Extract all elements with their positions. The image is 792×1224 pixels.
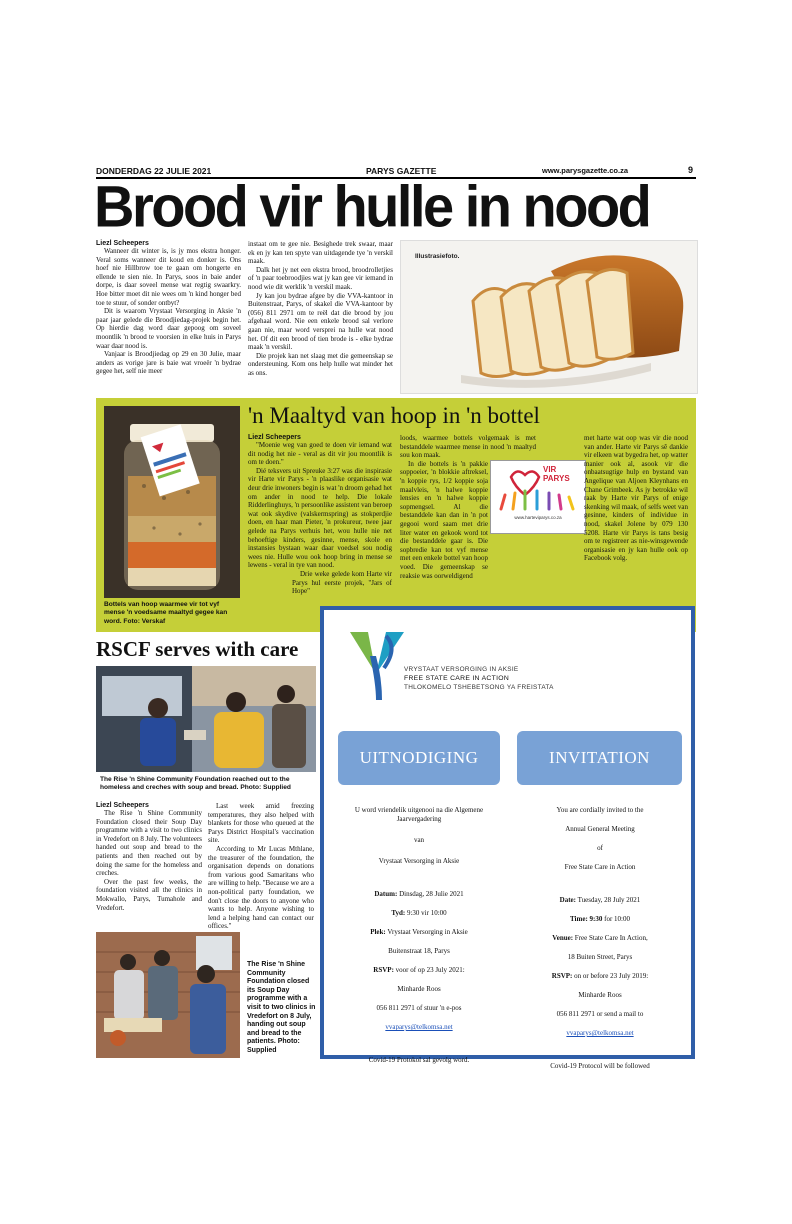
bottle-col-3 bbox=[540, 434, 688, 563]
jar-illustration bbox=[104, 406, 240, 598]
clinic-photo bbox=[96, 932, 240, 1058]
bread-photo bbox=[400, 240, 698, 394]
rscf-col-1 bbox=[96, 802, 202, 912]
lead-headline: Brood vir hulle in nood bbox=[94, 173, 650, 240]
rscf-col-1-text: The Rise 'n Shine Community Foundation closed their Soup Day programme with a visit to two clinics in Vredefort on 8 July. The volunteers handed out soup and bread to the patients and then reached out by doing the same for the homeless and creches. Over the past few weeks, the foundation visited all the clinics in Mokwallo, Parys, Tumahole and Vredefort. bbox=[96, 809, 202, 912]
bottle-col-1-text: "Moenie weg van goed te doen vir iemand wat dit nodig het nie - veral as dit vir jou moontlik is om te doen." Dié teksvers uit Spreuke 3:27 was die inspirasie vir Harte vir Parys - 'n plaaslike organisasie wat deur drie inwoners begin is wat 'n droom gehad het om ander in nood te help. Die lokale Ridderlinghuys, 'n persoonlike assistent van beroep wat ook skydive (valskermspring) as stokperdjie doen, en haar man Pieter, 'n prokureur, twee jaar gelede na Parys verhuis het, wou hulle nie net behoeftige kinders, gesinne, mense, skole en instansies bystaan waar daar voedsel sou nodig wees nie. Hulle wou ook hoop bring in mense se lewens - veral in tye van nood. Drie weke gelede kom Harte vir Parys hul eerste projek, "Jars of Hope" bbox=[248, 441, 392, 596]
lead-col-1 bbox=[96, 240, 241, 376]
rscf-col-2 bbox=[208, 802, 314, 931]
bread-illustration bbox=[401, 241, 697, 393]
rscf-photo-caption: The Rise 'n Shine Community Foundation reached out to the homeless and creches with soup and bread. Photo: Supplied bbox=[100, 776, 291, 792]
rscf-col-2-text: Last week amid freezing temperatures, they also helped with blankets for those who queued at the Parys District Hospital's vaccination site. According to Mr Lucas Mthlane, the treasurer of the foundation, the organisation depends on donations from various good Samaritans who are willing to help. "Because we are a non-political party foundation, we don't close the doors to anyone who wants to help. Anyone wishing to lend a helping hand can contact our offices." bbox=[208, 802, 314, 931]
paper-name: PARYS GAZETTE bbox=[366, 166, 437, 176]
rscf-photo-second bbox=[96, 932, 240, 1058]
en-title-panel bbox=[517, 731, 682, 785]
af-title: UITNODIGING bbox=[359, 748, 479, 767]
bottle-byline: Liezl Scheepers bbox=[248, 434, 301, 441]
org-name-st: THLOKOMELO TSHEBETSONG YA FREISTATA bbox=[404, 684, 554, 691]
bread-photo-label: Illustrasiefoto. bbox=[415, 253, 460, 260]
bottle-col-3-text: met harte wat oop was vir die nood van ander. Harte vir Parys sê dankie vir elkeen wat bygedra het, op watter manier ook al, asook vir die onbaatsugtige hulp en bystand van Angelique van Aljoen Kleynhans en Chane Grimbeek. As jy betrokke wil raak by Harte vir Parys of enige skenking wil maak, of selfs weet van gesinne, kinders of individue in nood, skakel Jolene by 079 130 5208. Harte vir Parys is tans besig om te registreer as nie-winsgewende organisasie en jy kan hulle ook op Facebook volg. bbox=[584, 434, 688, 563]
rscf-byline: Liezl Scheepers bbox=[96, 802, 149, 809]
bottle-col-2-text: loods, waarmee bottels volgemaak is met bestanddele waarmee mense in nood 'n maaltyd sou kon maak. In die bottels is 'n pakkie soppoeier, 'n blokkie aftreksel, 'n koppie rys, 1/2 koppie soja maalvleis, 'n halwe koppie lensies en 'n halwe koppie sopmengsel. Al die bestanddele kan dan in 'n pot gegooi word saam met drie liter water en gekook word tot die bestanddele gaar is. Die sopbredie kan tot vyf mense met een enkele bottel van hoop voed. Die gemeenskap se reaksie was oorweldigend bbox=[400, 434, 536, 580]
lead-byline: Liezl Scheepers bbox=[96, 240, 149, 247]
harte-logo-url: www.harteviparys.co.za bbox=[514, 515, 562, 520]
rscf-headline: RSCF serves with care bbox=[96, 637, 299, 661]
volunteers-photo bbox=[96, 666, 316, 772]
paper-url[interactable]: www.parysgazette.co.za bbox=[542, 166, 629, 175]
issue-date: DONDERDAG 22 JULIE 2021 bbox=[96, 166, 212, 176]
en-email-link[interactable]: vvaparys@telkomsa.net bbox=[566, 1029, 634, 1037]
bottle-headline: 'n Maaltyd van hoop in 'n bottel bbox=[248, 403, 540, 428]
bottle-col-1 bbox=[248, 434, 392, 596]
agm-advert bbox=[320, 606, 695, 1070]
vva-logo-icon bbox=[346, 628, 408, 702]
org-name-en: FREE STATE CARE IN ACTION bbox=[404, 675, 510, 682]
lead-col-2-text: instaat om te gee nie. Besighede trek swaar, maar ek en jy kan ten spyte van uitdagende tye 'n verskil maak. Dalk het jy net een ekstra brood, broodrolletjies of 'n paar toebroodjies wat jy kan gee vir iemand in nood wie dit werklik 'n verskil maak. Jy kan jou bydrae afgee by die VVA-kantoor in Buitenstraat, Parys, of skakel die VVA-kantoor by (056) 811 2971 om te reël dat die brood by jou afgehaal word. Nie een enkele brood sal verlore gaan nie, maar word versprei na hulle wat nood het. Of dit een brood of tien brode is - elke bydrae maak 'n verskil. Die projek kan net slaag met die gemeenskap se ondersteuning. Kom ons help hulle wat minder het as ons. bbox=[248, 240, 393, 377]
harte-logo-text: VIR PARYS bbox=[543, 465, 570, 483]
af-email-link[interactable]: vvaparys@telkomsa.net bbox=[385, 1023, 453, 1031]
af-details: U word vriendelik uitgenooi na die Algemene Jaarvergadering van Vrystaat Versorging in Aksie Datum: Dinsdag, 28 Julie 2021 Tyd: 9:30 vir 10:00 Plek: Vrystaat Versorging in Aksie Buitenstraat 18, Parys RSVP: voor of op 23 July 2021: Minharde Roos 056 811 2971 of stuur 'n e-pos vvaparys@telkomsa.net Covid-19 Protokol sal gevolg word. bbox=[330, 806, 508, 1065]
en-title: INVITATION bbox=[549, 748, 650, 767]
bottle-photo bbox=[104, 406, 240, 598]
bottle-photo-caption: Bottels van hoop waarmee vir tot vyf mense 'n voedsame maaltyd gegee kan word. Foto: Verskaf bbox=[104, 601, 228, 625]
af-title-panel bbox=[338, 731, 500, 785]
lead-col-1-text: Wanneer dit winter is, is jy mos ekstra honger. Veral soms wanneer dit koud en donker is. Ons hoef nie Hillbrow toe te gaan om hongerte en ellende te sien nie. In Parys, soos in baie ander dorpe, is daar soveel mense wat regtig swaarkry. Hoe bitter moet dit nie wees om 'n kind honger bed toe te stuur, of sonder ontbyt? Dit is waarom Vrystaat Versorging in Aksie 'n paar jaar gelede die Broodjiedag-projek begin het. Op hierdie dag word daar gepoog om soveel moontlik 'n brood te voorsien in elke huis in Parys waar daar nood is. Vanjaar is Broodjiedag op 29 en 30 Julie, maar anders as vorige jare is baie wat vroeër 'n bydrae gegee het, self nie meer bbox=[96, 247, 241, 376]
en-details: You are cordially invited to the Annual General Meeting of Free State Care in Action Date: Tuesday, 28 July 2021 Time: 9:30 for 10:00 Venue: Free State Care In Action, 18 Buiten Street, Parys RSVP: on or before 23 July 2019: Minharde Roos 056 811 2971 or send a mail to vvaparys@telkomsa.net Covid-19 Protocol will be followed bbox=[510, 806, 690, 1071]
lead-col-2 bbox=[248, 240, 393, 378]
org-name-af: VRYSTAAT VERSORGING IN AKSIE bbox=[404, 666, 519, 673]
rscf-side-caption: The Rise 'n Shine Community Foundation closed its Soup Day programme with a visit to two clinics in Vredefort on 8 July, handing out soup and bread to the patients. Photo: Supplied bbox=[247, 961, 316, 1054]
page-number: 9 bbox=[688, 165, 694, 175]
rscf-photo-main bbox=[96, 666, 316, 772]
